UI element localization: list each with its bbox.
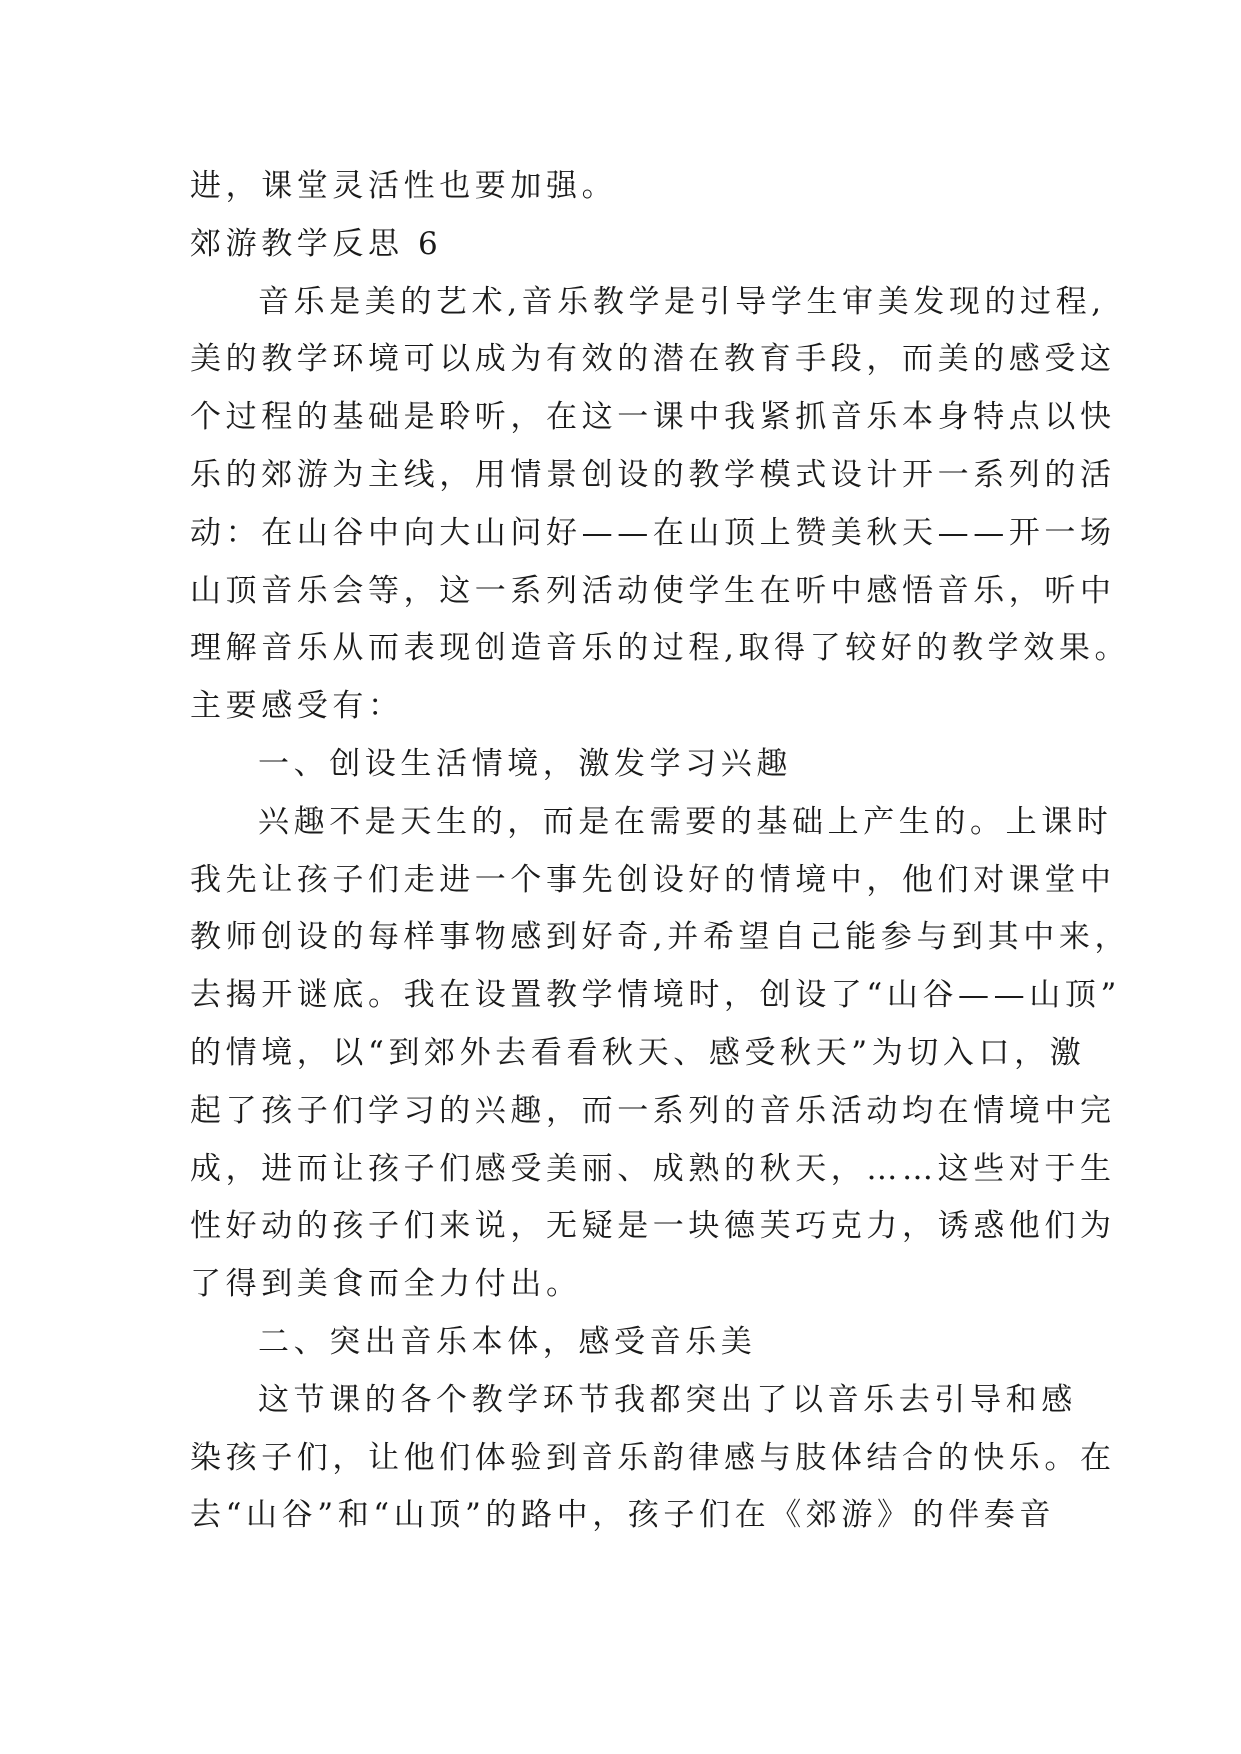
text-line: 二、突出音乐本体，感受音乐美	[258, 1323, 757, 1360]
text-line: 的情境，以“到郊外去看看秋天、感受秋天”为切入口，激	[190, 1034, 1086, 1071]
text-line: 音乐是美的艺术,音乐教学是引导学生审美发现的过程,	[258, 283, 1106, 320]
text-line: 进，课堂灵活性也要加强。	[190, 168, 618, 204]
text-line: 教师创设的每样事物感到好奇,并希望自己能参与到其中来，	[190, 919, 1131, 956]
text-line: 郊游教学反思 6	[190, 225, 443, 262]
text-line: 美的教学环境可以成为有效的潜在教育手段，而美的感受这	[190, 341, 1116, 378]
text-line: 动：在山谷中向大山问好——在山顶上赞美秋天——开一场	[190, 514, 1116, 551]
text-line: 起了孩子们学习的兴趣，而一系列的音乐活动均在情境中完	[190, 1092, 1116, 1129]
text-line: 染孩子们，让他们体验到音乐韵律感与肢体结合的快乐。在	[190, 1439, 1116, 1476]
text-line: 个过程的基础是聆听，在这一课中我紧抓音乐本身特点以快	[190, 399, 1116, 436]
text-line: 我先让孩子们走进一个事先创设好的情境中，他们对课堂中	[190, 861, 1116, 898]
text-line: 了得到美食而全力付出。	[190, 1266, 582, 1303]
text-line: 性好动的孩子们来说，无疑是一块德芙巧克力，诱惑他们为	[190, 1208, 1116, 1245]
text-line: 去揭开谜底。我在设置教学情境时，创设了“山谷——山顶”	[190, 977, 1121, 1014]
text-line: 兴趣不是天生的，而是在需要的基础上产生的。上课时	[258, 803, 1113, 840]
text-line: 这节课的各个教学环节我都突出了以音乐去引导和感	[258, 1381, 1077, 1418]
text-line: 成，进而让孩子们感受美丽、成熟的秋天，……这些对于生	[190, 1150, 1116, 1187]
text-line: 山顶音乐会等，这一系列活动使学生在听中感悟音乐，听中	[190, 572, 1116, 609]
text-line: 理解音乐从而表现创造音乐的过程,取得了较好的教学效果。	[190, 630, 1131, 667]
text-line: 一、创设生活情境，激发学习兴趣	[258, 745, 792, 782]
text-line: 主要感受有：	[190, 688, 404, 725]
document-body	[190, 158, 1131, 1545]
text-line: 乐的郊游为主线，用情景创设的教学模式设计开一系列的活	[190, 456, 1116, 493]
text-line: 去“山谷”和“山顶”的路中，孩子们在《郊游》的伴奏音	[190, 1497, 1055, 1534]
